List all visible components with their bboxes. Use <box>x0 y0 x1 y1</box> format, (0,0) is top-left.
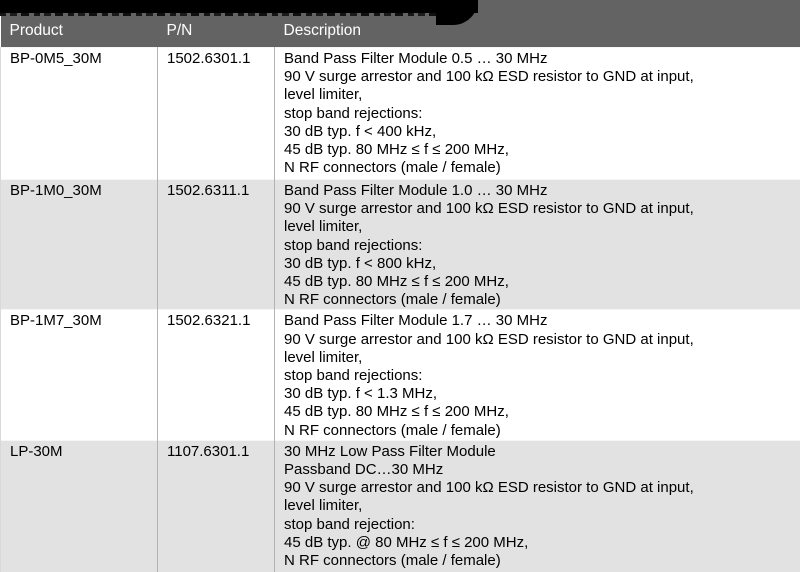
table-row <box>1 310 800 440</box>
column-header-product: Product <box>1 0 158 48</box>
description-line: level limiter, <box>284 349 796 367</box>
description-line: level limiter, <box>284 86 796 104</box>
pn-cell: 1502.6321.1 <box>158 310 275 440</box>
description-cell <box>275 310 800 440</box>
pn-cell: 1502.6311.1 <box>158 180 275 310</box>
pn-cell: 1502.6301.1 <box>158 48 275 180</box>
description-line: N RF connectors (male / female) <box>284 159 796 177</box>
description-line: 90 V surge arrestor and 100 kΩ ESD resistor to GND at input, <box>284 479 796 497</box>
table-row <box>1 440 800 572</box>
description-line: Band Pass Filter Module 1.0 … 30 MHz <box>284 182 796 200</box>
description-cell <box>275 48 800 180</box>
description-line: 30 MHz Low Pass Filter Module <box>284 443 796 461</box>
description-line: Band Pass Filter Module 1.7 … 30 MHz <box>284 312 796 330</box>
description-cell <box>275 440 800 572</box>
clipped-title-band <box>0 0 478 13</box>
column-header-description: Description <box>275 0 800 48</box>
description-line: 45 dB typ. 80 MHz ≤ f ≤ 200 MHz, <box>284 403 796 421</box>
description-line: 45 dB typ. 80 MHz ≤ f ≤ 200 MHz, <box>284 141 796 159</box>
description-line: 90 V surge arrestor and 100 kΩ ESD resistor to GND at input, <box>284 68 796 86</box>
description-line: Passband DC…30 MHz <box>284 461 796 479</box>
description-line: N RF connectors (male / female) <box>284 291 796 309</box>
description-line: stop band rejections: <box>284 105 796 123</box>
description-cell <box>275 180 800 310</box>
product-cell: BP-0M5_30M <box>1 48 158 180</box>
description-line: stop band rejection: <box>284 516 796 534</box>
description-line: stop band rejections: <box>284 367 796 385</box>
product-cell: BP-1M7_30M <box>1 310 158 440</box>
pn-cell: 1107.6301.1 <box>158 440 275 572</box>
product-cell: LP-30M <box>1 440 158 572</box>
description-line: N RF connectors (male / female) <box>284 422 796 440</box>
table-row <box>1 48 800 180</box>
description-line: 30 dB typ. f < 800 kHz, <box>284 255 796 273</box>
description-line: N RF connectors (male / female) <box>284 552 796 570</box>
description-line: 90 V surge arrestor and 100 kΩ ESD resistor to GND at input, <box>284 331 796 349</box>
description-line: 30 dB typ. f < 400 kHz, <box>284 123 796 141</box>
description-line: 30 dB typ. f < 1.3 MHz, <box>284 385 796 403</box>
description-line: 90 V surge arrestor and 100 kΩ ESD resistor to GND at input, <box>284 200 796 218</box>
column-header-pn: P/N <box>158 0 275 48</box>
description-line: stop band rejections: <box>284 237 796 255</box>
description-line: level limiter, <box>284 218 796 236</box>
description-line: 45 dB typ. 80 MHz ≤ f ≤ 200 MHz, <box>284 273 796 291</box>
product-cell: BP-1M0_30M <box>1 180 158 310</box>
description-line: level limiter, <box>284 497 796 515</box>
description-line: 45 dB typ. @ 80 MHz ≤ f ≤ 200 MHz, <box>284 534 796 552</box>
table-row <box>1 180 800 310</box>
description-line: Band Pass Filter Module 0.5 … 30 MHz <box>284 50 796 68</box>
